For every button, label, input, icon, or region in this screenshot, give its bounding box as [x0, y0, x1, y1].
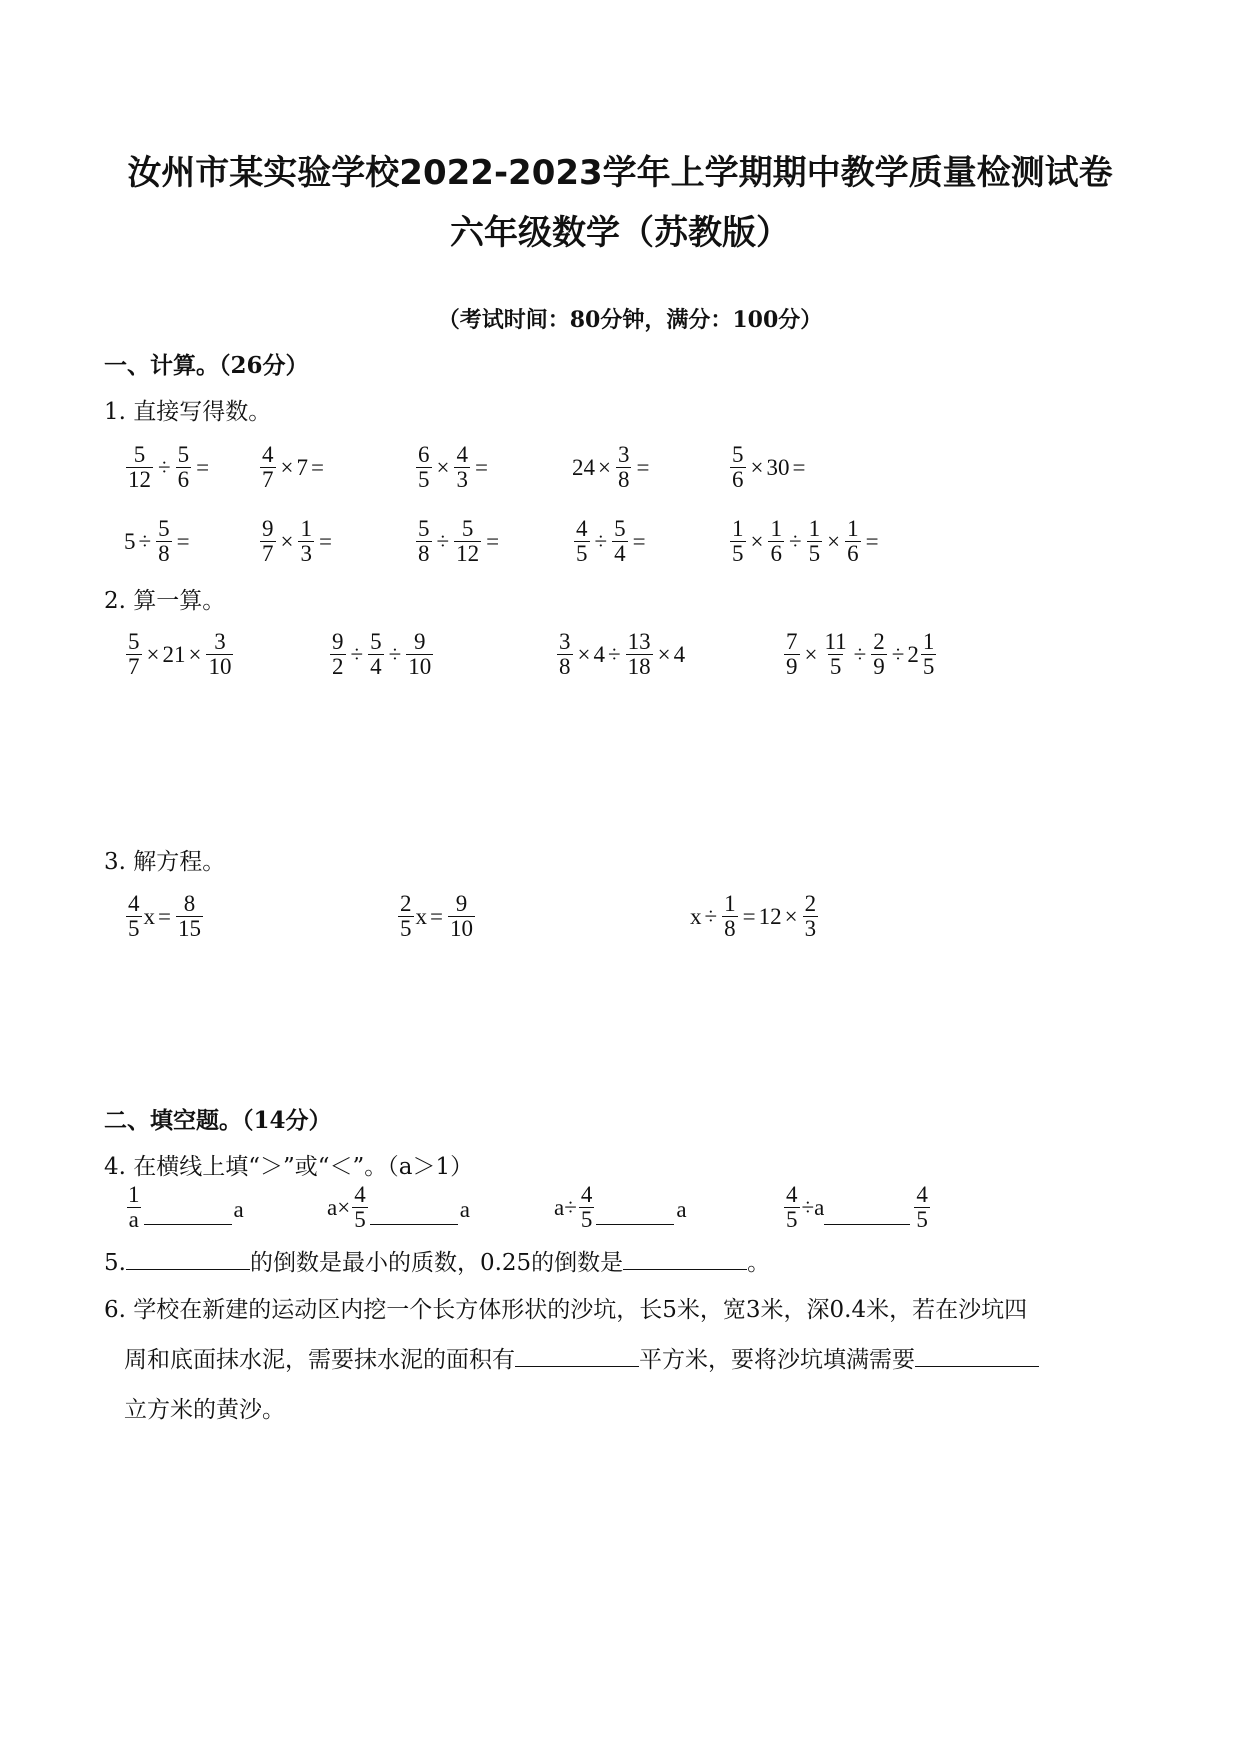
q1-item-10: $\frac{1}{5}$ × $\frac{1}{6}$ ÷ $\frac{1}{5}$ × $\frac{1}{6}$ =	[732, 516, 879, 567]
answer-blank[interactable]	[824, 1204, 910, 1225]
q4-compare-4: $\frac{4}{5}$ ÷a $\frac{4}{5}$	[786, 1182, 928, 1233]
question-4-label: 4. 在横线上填“＞”或“＜”。（a＞1）	[104, 1154, 474, 1180]
exam-title: 汝州市某实验学校2022-2023学年上学期期中教学质量检测试卷	[127, 153, 1113, 193]
section-2-heading: 二、填空题。（14分）	[104, 1107, 332, 1134]
q1-item-2: $\frac{4}{7}$ × 7 =	[262, 442, 324, 493]
q2-expr-3: $\frac{3}{8}$ × 4 ÷ $\frac{13}{18}$ × 4	[559, 629, 686, 680]
question-5: 5. 的倒数是最小的质数，0.25的倒数是 。	[104, 1250, 771, 1276]
exam-subtitle: 六年级数学（苏教版）	[450, 213, 790, 253]
q4-compare-2: a× $\frac{4}{5}$ a	[327, 1182, 470, 1233]
q3-equation-1: $\frac{4}{5}$ x = $\frac{8}{15}$	[128, 891, 201, 942]
question-2-label: 2. 算一算。	[104, 588, 226, 614]
answer-blank[interactable]	[596, 1204, 674, 1225]
q1-item-3: $\frac{6}{5}$ × $\frac{4}{3}$ =	[418, 442, 488, 493]
q3-equation-3: x ÷ $\frac{1}{8}$ = 12 × $\frac{2}{3}$	[690, 891, 817, 942]
answer-blank[interactable]	[126, 1249, 250, 1270]
answer-blank[interactable]	[515, 1346, 639, 1367]
question-6-line-2: 周和底面抹水泥，需要抹水泥的面积有 平方米，要将沙坑填满需要	[124, 1335, 1039, 1385]
answer-blank[interactable]	[370, 1204, 458, 1225]
q1-item-7: $\frac{9}{7}$ × $\frac{1}{3}$ =	[262, 516, 332, 567]
q4-compare-3: a÷ $\frac{4}{5}$ a	[554, 1182, 687, 1233]
q1-item-4: 24 × $\frac{3}{8}$ =	[572, 442, 650, 493]
q1-item-6: 5 ÷ $\frac{5}{8}$ =	[124, 516, 190, 567]
answer-blank[interactable]	[623, 1249, 747, 1270]
q2-expr-1: $\frac{5}{7}$ × 21 × $\frac{3}{10}$	[128, 629, 232, 680]
q1-item-5: $\frac{5}{6}$ × 30 =	[732, 442, 806, 493]
question-6-line-3: 立方米的黄沙。	[124, 1397, 285, 1423]
q1-item-9: $\frac{4}{5}$ ÷ $\frac{5}{4}$ =	[576, 516, 646, 567]
question-3-label: 3. 解方程。	[104, 849, 226, 875]
q4-compare-1: $\frac{1}{a}$ a	[128, 1182, 244, 1233]
question-1-label: 1. 直接写得数。	[104, 399, 272, 425]
answer-blank[interactable]	[915, 1346, 1039, 1367]
exam-info: （考试时间：80分钟，满分：100分）	[437, 307, 823, 333]
question-6-line-1: 6. 学校在新建的运动区内挖一个长方体形状的沙坑，长5米，宽3米，深0.4米，若在沙坑四	[104, 1297, 1028, 1323]
section-1-heading: 一、计算。（26分）	[104, 352, 309, 379]
q1-item-1: $\frac{5}{12}$ ÷ $\frac{5}{6}$ =	[128, 442, 210, 493]
q1-item-8: $\frac{5}{8}$ ÷ $\frac{5}{12}$ =	[418, 516, 500, 567]
q3-equation-2: $\frac{2}{5}$ x = $\frac{9}{10}$	[400, 891, 473, 942]
q2-expr-2: $\frac{9}{2}$ ÷ $\frac{5}{4}$ ÷ $\frac{9}{10}$	[332, 629, 432, 680]
answer-blank[interactable]	[144, 1204, 232, 1225]
q2-expr-4: $\frac{7}{9}$ × $\frac{11}{5}$ ÷ $\frac{2}{9}$ ÷ 2 $\frac{1}{5}$	[786, 629, 935, 680]
